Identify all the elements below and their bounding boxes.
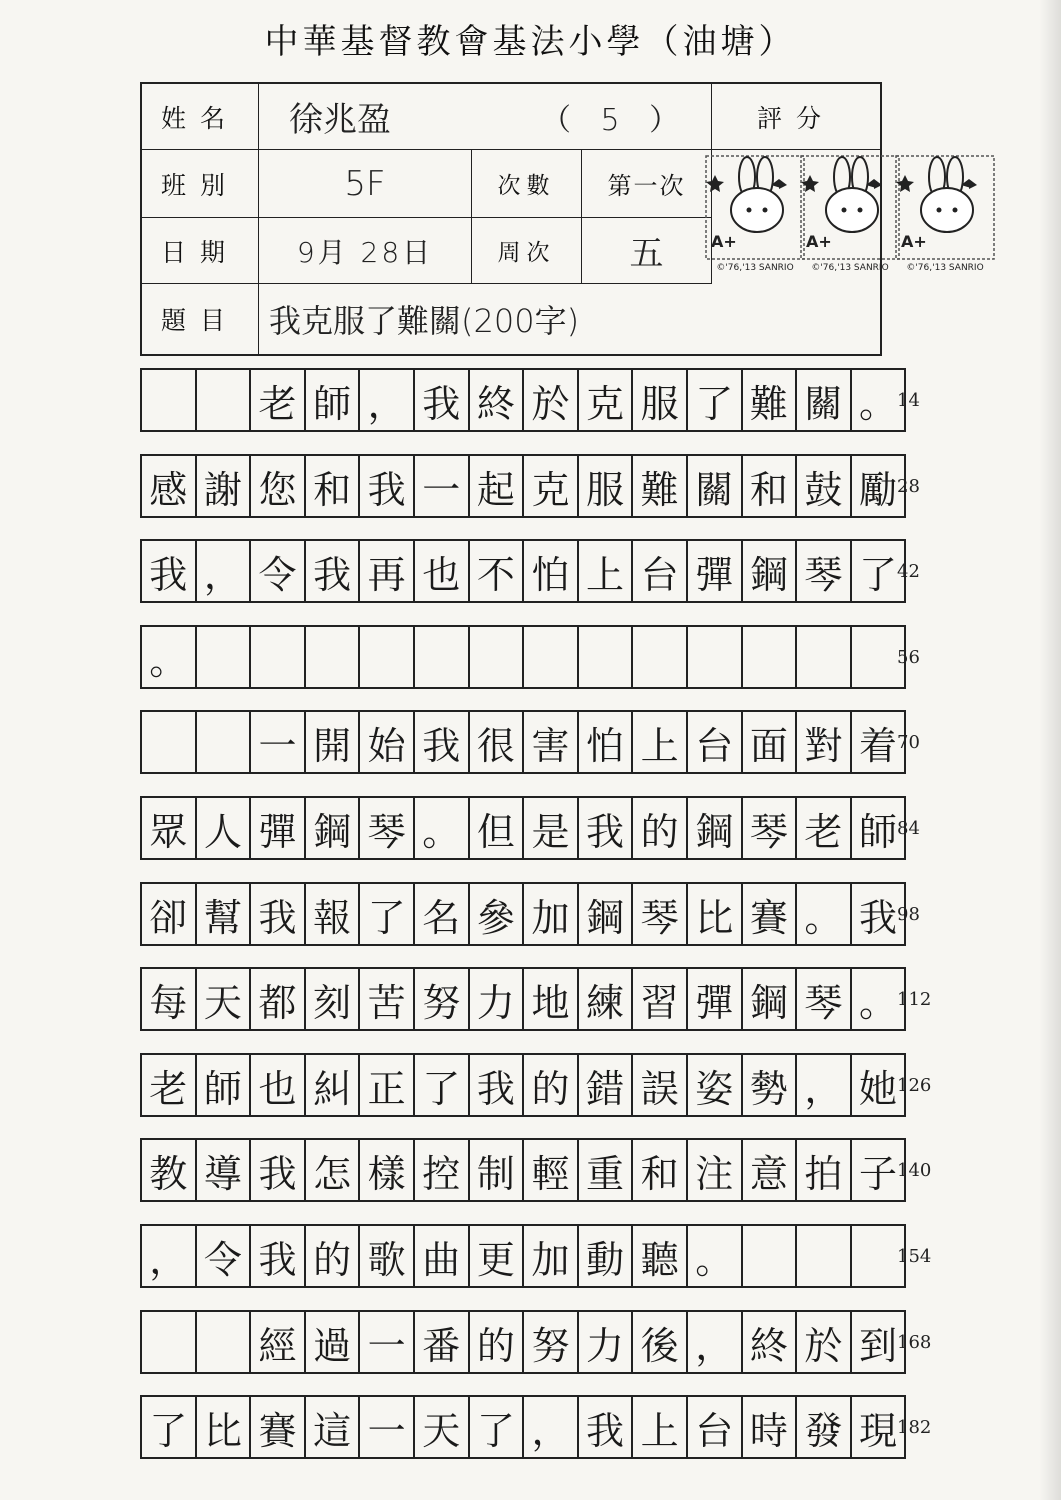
grid-cell: 名 <box>413 882 470 946</box>
grid-cell: 難 <box>741 368 798 432</box>
week-value: 五 <box>629 234 664 274</box>
class-number: （ 5 ） <box>541 102 690 138</box>
school-title: 中華基督教會基法小學（油塘） <box>264 22 797 62</box>
times-value: 第一次 <box>607 172 686 200</box>
grid-cell: 我 <box>358 454 415 518</box>
grid-cell: 意 <box>741 1138 798 1202</box>
grade-stamp <box>895 155 995 275</box>
grid-cell: 地 <box>522 967 579 1031</box>
grid-cell: 這 <box>304 1395 361 1459</box>
grid-cell: 是 <box>522 796 579 860</box>
grid-cell: 習 <box>631 967 688 1031</box>
grid-cell: 了 <box>468 1395 525 1459</box>
score-label-cell <box>712 84 880 150</box>
stamp-grade: A+ <box>901 232 927 251</box>
grid-cell: 苦 <box>358 967 415 1031</box>
stamp-grade: A+ <box>711 232 737 251</box>
grid-cell: ， <box>686 1310 743 1374</box>
grid-cell: 賽 <box>249 1395 306 1459</box>
name-label-cell <box>142 84 259 150</box>
grid-cell <box>140 710 197 774</box>
grid-cell: 天 <box>195 967 252 1031</box>
grid-cell <box>195 625 252 689</box>
grid-cell: 發 <box>795 1395 852 1459</box>
grid-row <box>140 539 906 603</box>
grid-cell: 的 <box>522 1053 579 1117</box>
grid-cell: 卻 <box>140 882 197 946</box>
grid-cell: 鋼 <box>741 539 798 603</box>
topic-label: 題目 <box>160 306 239 335</box>
grid-cell: 。 <box>850 368 907 432</box>
grid-cell: 服 <box>577 454 634 518</box>
row-char-count: 154 <box>897 1246 932 1267</box>
grid-cell: 對 <box>795 710 852 774</box>
grid-cell: ， <box>195 539 252 603</box>
grid-cell: 努 <box>522 1310 579 1374</box>
grid-cell: 比 <box>686 882 743 946</box>
grid-cell: 我 <box>413 710 470 774</box>
times-label: 次數 <box>497 173 556 199</box>
grid-cell: 老 <box>249 368 306 432</box>
grid-cell: 幫 <box>195 882 252 946</box>
grid-cell: 。 <box>140 625 197 689</box>
grid-cell: 了 <box>413 1053 470 1117</box>
grid-cell: 上 <box>577 539 634 603</box>
grid-cell: 琴 <box>358 796 415 860</box>
date-value: 9月 28日 <box>296 235 434 269</box>
grid-cell <box>522 625 579 689</box>
grid-cell: 報 <box>304 882 361 946</box>
grid-cell: 彈 <box>686 539 743 603</box>
grid-cell: 鋼 <box>741 967 798 1031</box>
grid-cell: 我 <box>413 368 470 432</box>
grid-cell: 誤 <box>631 1053 688 1117</box>
rabbit-stamp-icon <box>895 155 995 260</box>
stamp-grade: A+ <box>806 232 832 251</box>
grid-cell: 姿 <box>686 1053 743 1117</box>
grid-cell: 關 <box>795 368 852 432</box>
grid-cell: 輕 <box>522 1138 579 1202</box>
grid-cell <box>413 625 470 689</box>
grid-cell: 起 <box>468 454 525 518</box>
grid-cell: 台 <box>631 539 688 603</box>
grid-cell: 始 <box>358 710 415 774</box>
grid-cell: 彈 <box>686 967 743 1031</box>
grid-cell: 謝 <box>195 454 252 518</box>
page-edge-shadow <box>1039 0 1061 1500</box>
grid-cell: 現 <box>850 1395 907 1459</box>
grid-cell: 了 <box>140 1395 197 1459</box>
times-label-cell <box>472 150 582 218</box>
grid-cell <box>195 368 252 432</box>
grid-cell <box>249 625 306 689</box>
row-char-count: 42 <box>897 561 920 582</box>
week-label: 周次 <box>497 240 556 266</box>
grid-cell: 我 <box>577 1395 634 1459</box>
grid-cell: ， <box>358 368 415 432</box>
grid-cell: 克 <box>522 454 579 518</box>
grid-cell <box>140 368 197 432</box>
grid-cell: 參 <box>468 882 525 946</box>
row-char-count: 70 <box>897 732 920 753</box>
grid-cell: 彈 <box>249 796 306 860</box>
grid-cell: 一 <box>413 454 470 518</box>
grid-row <box>140 967 906 1031</box>
grid-row <box>140 796 906 860</box>
grid-cell: 台 <box>686 1395 743 1459</box>
grid-row <box>140 882 906 946</box>
topic-label-cell <box>142 284 259 354</box>
grid-cell: 我 <box>850 882 907 946</box>
grid-cell: 刻 <box>304 967 361 1031</box>
grid-cell: 您 <box>249 454 306 518</box>
grid-cell <box>686 625 743 689</box>
grid-cell: 鋼 <box>304 796 361 860</box>
grid-cell: 師 <box>850 796 907 860</box>
name-value-cell <box>259 84 712 150</box>
grid-cell: 聽 <box>631 1224 688 1288</box>
grid-cell: 師 <box>195 1053 252 1117</box>
grid-cell: 動 <box>577 1224 634 1288</box>
grid-cell: 的 <box>304 1224 361 1288</box>
grade-stamp <box>705 155 805 275</box>
grid-cell: 注 <box>686 1138 743 1202</box>
name-value: 徐兆盈 <box>289 100 391 140</box>
grid-cell: 錯 <box>577 1053 634 1117</box>
grid-cell <box>577 625 634 689</box>
topic-value-cell <box>259 284 880 354</box>
grid-cell: 怕 <box>577 710 634 774</box>
grid-cell: 加 <box>522 1224 579 1288</box>
grid-cell <box>468 625 525 689</box>
grid-cell: 勢 <box>741 1053 798 1117</box>
stamp-copyright: ©'76,'13 SANRIO <box>906 263 984 273</box>
grid-cell: 一 <box>358 1395 415 1459</box>
grid-cell <box>795 625 852 689</box>
grid-cell: 制 <box>468 1138 525 1202</box>
date-label: 日期 <box>160 237 239 267</box>
grid-cell: 於 <box>522 368 579 432</box>
name-label: 姓名 <box>160 103 239 133</box>
grid-cell: 每 <box>140 967 197 1031</box>
rabbit-stamp-icon <box>800 155 900 260</box>
grid-cell: ， <box>522 1395 579 1459</box>
grid-cell: 也 <box>413 539 470 603</box>
grid-cell: 上 <box>631 710 688 774</box>
grid-cell: 。 <box>413 796 470 860</box>
row-char-count: 168 <box>897 1332 932 1353</box>
grid-cell: 拍 <box>795 1138 852 1202</box>
rabbit-stamp-icon <box>705 155 805 260</box>
grid-cell: 曲 <box>413 1224 470 1288</box>
grid-cell: ， <box>795 1053 852 1117</box>
grid-cell: 樣 <box>358 1138 415 1202</box>
grid-cell: 重 <box>577 1138 634 1202</box>
grid-cell: 力 <box>577 1310 634 1374</box>
grid-row <box>140 1395 906 1459</box>
grid-cell: 面 <box>741 710 798 774</box>
grid-cell: 關 <box>686 454 743 518</box>
grid-cell: 練 <box>577 967 634 1031</box>
grid-cell: 一 <box>249 710 306 774</box>
grid-cell: 比 <box>195 1395 252 1459</box>
grid-cell: 她 <box>850 1053 907 1117</box>
grid-cell: 很 <box>468 710 525 774</box>
grid-cell: 琴 <box>741 796 798 860</box>
grid-cell: 。 <box>795 882 852 946</box>
grid-cell: 克 <box>577 368 634 432</box>
grid-cell: 過 <box>304 1310 361 1374</box>
grid-cell: 着 <box>850 710 907 774</box>
grid-cell: 琴 <box>795 539 852 603</box>
grid-row <box>140 1138 906 1202</box>
grid-row <box>140 710 906 774</box>
row-char-count: 98 <box>897 904 920 925</box>
grid-cell <box>795 1224 852 1288</box>
grid-cell: 服 <box>631 368 688 432</box>
grid-cell: 正 <box>358 1053 415 1117</box>
grid-cell: 終 <box>741 1310 798 1374</box>
class-label: 班別 <box>160 170 239 200</box>
grid-cell <box>358 625 415 689</box>
grid-cell: 但 <box>468 796 525 860</box>
stamp-copyright: ©'76,'13 SANRIO <box>716 263 794 273</box>
grid-cell: 我 <box>577 796 634 860</box>
grid-cell: 鼓 <box>795 454 852 518</box>
grid-cell: 番 <box>413 1310 470 1374</box>
grid-cell: 我 <box>249 882 306 946</box>
grid-cell: 後 <box>631 1310 688 1374</box>
grid-cell: 琴 <box>795 967 852 1031</box>
grid-row <box>140 368 906 432</box>
grid-cell: 了 <box>686 368 743 432</box>
row-char-count: 140 <box>897 1160 932 1181</box>
row-char-count: 182 <box>897 1417 932 1438</box>
grid-cell: 。 <box>686 1224 743 1288</box>
grid-row <box>140 1053 906 1117</box>
grid-cell: 力 <box>468 967 525 1031</box>
grid-cell: ， <box>140 1224 197 1288</box>
grid-cell: 子 <box>850 1138 907 1202</box>
grid-cell: 眾 <box>140 796 197 860</box>
grid-cell: 我 <box>304 539 361 603</box>
week-value-cell <box>582 218 712 284</box>
grid-cell: 一 <box>358 1310 415 1374</box>
grid-cell: 勵 <box>850 454 907 518</box>
score-label: 評分 <box>756 103 835 133</box>
grid-cell: 於 <box>795 1310 852 1374</box>
grid-cell <box>631 625 688 689</box>
grid-row <box>140 1224 906 1288</box>
grid-cell: 了 <box>358 882 415 946</box>
grid-cell: 台 <box>686 710 743 774</box>
grid-cell: 控 <box>413 1138 470 1202</box>
row-char-count: 28 <box>897 476 920 497</box>
week-label-cell <box>472 218 582 284</box>
row-char-count: 112 <box>897 989 932 1010</box>
grid-cell: 開 <box>304 710 361 774</box>
row-char-count: 84 <box>897 818 920 839</box>
grid-cell: 更 <box>468 1224 525 1288</box>
grid-cell: 鋼 <box>686 796 743 860</box>
grid-cell: 和 <box>631 1138 688 1202</box>
grid-cell: 賽 <box>741 882 798 946</box>
date-label-cell <box>142 218 259 284</box>
row-char-count: 14 <box>897 390 920 411</box>
grid-cell <box>140 1310 197 1374</box>
grid-cell <box>741 1224 798 1288</box>
grid-cell <box>741 625 798 689</box>
grid-cell <box>195 1310 252 1374</box>
grid-cell: 難 <box>631 454 688 518</box>
grid-cell: 老 <box>795 796 852 860</box>
grid-cell: 和 <box>304 454 361 518</box>
grid-cell: 感 <box>140 454 197 518</box>
grade-stamp <box>800 155 900 275</box>
grid-row <box>140 1310 906 1374</box>
grid-cell: 導 <box>195 1138 252 1202</box>
grid-cell: 了 <box>850 539 907 603</box>
date-value-cell <box>259 218 472 284</box>
class-label-cell <box>142 150 259 218</box>
grid-cell: 終 <box>468 368 525 432</box>
grid-row <box>140 625 906 689</box>
grid-row <box>140 454 906 518</box>
grid-cell: 我 <box>249 1224 306 1288</box>
grid-cell: 也 <box>249 1053 306 1117</box>
grid-cell: 不 <box>468 539 525 603</box>
grid-cell: 上 <box>631 1395 688 1459</box>
grid-cell: 我 <box>468 1053 525 1117</box>
grid-cell: 的 <box>631 796 688 860</box>
grid-cell: 令 <box>195 1224 252 1288</box>
grid-cell <box>195 710 252 774</box>
grid-cell: 害 <box>522 710 579 774</box>
grid-cell: 的 <box>468 1310 525 1374</box>
grid-cell: 師 <box>304 368 361 432</box>
grid-cell: 。 <box>850 967 907 1031</box>
class-value-cell <box>259 150 472 218</box>
grid-cell: 到 <box>850 1310 907 1374</box>
grid-cell: 怎 <box>304 1138 361 1202</box>
grid-cell: 人 <box>195 796 252 860</box>
grid-cell: 令 <box>249 539 306 603</box>
grid-cell: 天 <box>413 1395 470 1459</box>
row-char-count: 126 <box>897 1075 932 1096</box>
grid-cell: 我 <box>249 1138 306 1202</box>
grid-cell: 和 <box>741 454 798 518</box>
row-char-count: 56 <box>897 647 920 668</box>
grid-cell: 歌 <box>358 1224 415 1288</box>
grid-cell: 琴 <box>631 882 688 946</box>
grid-cell: 鋼 <box>577 882 634 946</box>
grid-cell: 加 <box>522 882 579 946</box>
grid-cell: 怕 <box>522 539 579 603</box>
grid-cell: 經 <box>249 1310 306 1374</box>
grid-cell: 再 <box>358 539 415 603</box>
grid-cell <box>304 625 361 689</box>
grid-cell: 努 <box>413 967 470 1031</box>
grid-cell: 糾 <box>304 1053 361 1117</box>
class-value: 5F <box>344 163 386 204</box>
grid-cell: 時 <box>741 1395 798 1459</box>
stamp-copyright: ©'76,'13 SANRIO <box>811 263 889 273</box>
grid-cell: 老 <box>140 1053 197 1117</box>
grid-cell: 教 <box>140 1138 197 1202</box>
grid-cell: 都 <box>249 967 306 1031</box>
times-value-cell <box>582 150 712 218</box>
topic-value: 我克服了難關(200字) <box>269 302 580 340</box>
grid-cell: 我 <box>140 539 197 603</box>
